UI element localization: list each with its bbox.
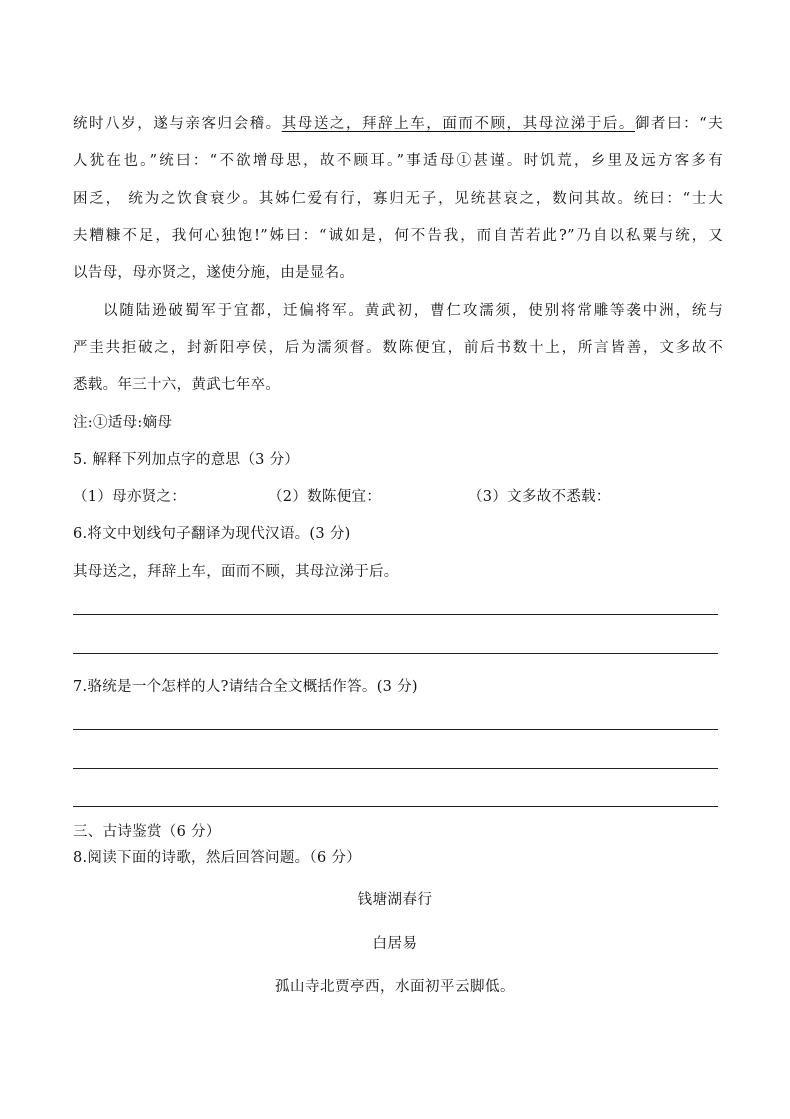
question-6-sentence: 其母送之，拜辞上车，面而不顾，其母泣涕于后。 [73, 564, 399, 580]
answer-line[interactable] [73, 614, 718, 615]
passage-line-1 [73, 112, 723, 133]
question-6-title: 6.将文中划线句子翻译为现代汉语。(3 分) [73, 526, 351, 542]
section-3-heading: 三、古诗鉴赏（6 分） [73, 824, 221, 840]
passage-line-3: 困乏， 统为之饮食衰少。其姊仁爱有行，寡归无子，见统甚哀之，数问其故。统曰：“士大 [73, 191, 723, 207]
answer-line[interactable] [73, 806, 718, 807]
passage-line-6: 以随陆逊破蜀军于宜都，迁偏将军。黄武初，曹仁攻濡须，使别将常雕等袭中洲，统与 [103, 303, 723, 319]
footnote: 注:①适母:嫡母 [73, 415, 173, 431]
passage-line-5: 以告母，母亦贤之，遂使分施，由是显名。 [73, 265, 355, 281]
answer-line[interactable] [73, 729, 718, 730]
question-5-item-3: （3）文多故不悉载： [468, 489, 611, 505]
passage-line-2: 人犹在也。”统曰：“不欲增母思，故不顾耳。”事适母①甚谨。时饥荒，乡里及远方客多有 [73, 153, 723, 169]
question-5-item-1: （1）母亦贤之： [73, 489, 187, 505]
passage-line-7: 严圭共拒破之，封新阳亭侯，后为濡须督。数陈便宜，前后书数十上，所言皆善，文多故不 [73, 340, 723, 356]
answer-line[interactable] [73, 768, 718, 769]
passage-line-8: 悉载。年三十六，黄武七年卒。 [73, 377, 281, 393]
question-5-title: 5. 解释下列加点字的意思（3 分） [73, 452, 300, 468]
question-7-title: 7.骆统是一个怎样的人?请结合全文概括作答。(3 分) [73, 679, 418, 695]
answer-line[interactable] [73, 653, 718, 654]
poem-title: 钱塘湖春行 [357, 892, 433, 908]
passage-text: 御者曰：“夫 [635, 116, 723, 132]
poem-author: 白居易 [372, 936, 418, 952]
underlined-sentence: 其母送之，拜辞上车，面而不顾，其母泣涕于后。 [281, 116, 635, 132]
question-5-items [73, 485, 723, 505]
question-5-item-2: （2）数陈便宜： [268, 489, 382, 505]
passage-text: 统时八岁，遂与亲客归会稽。 [73, 116, 282, 132]
passage-line-4: 夫糟糠不足，我何心独饱!”姊曰：“诚如是，何不告我，而自苦若此?”乃自以私粟与统，又 [73, 228, 723, 244]
question-8-title: 8.阅读下面的诗歌，然后回答问题。（6 分） [73, 850, 362, 866]
poem-line-1: 孤山寺北贾亭西，水面初平云脚低。 [275, 979, 515, 995]
